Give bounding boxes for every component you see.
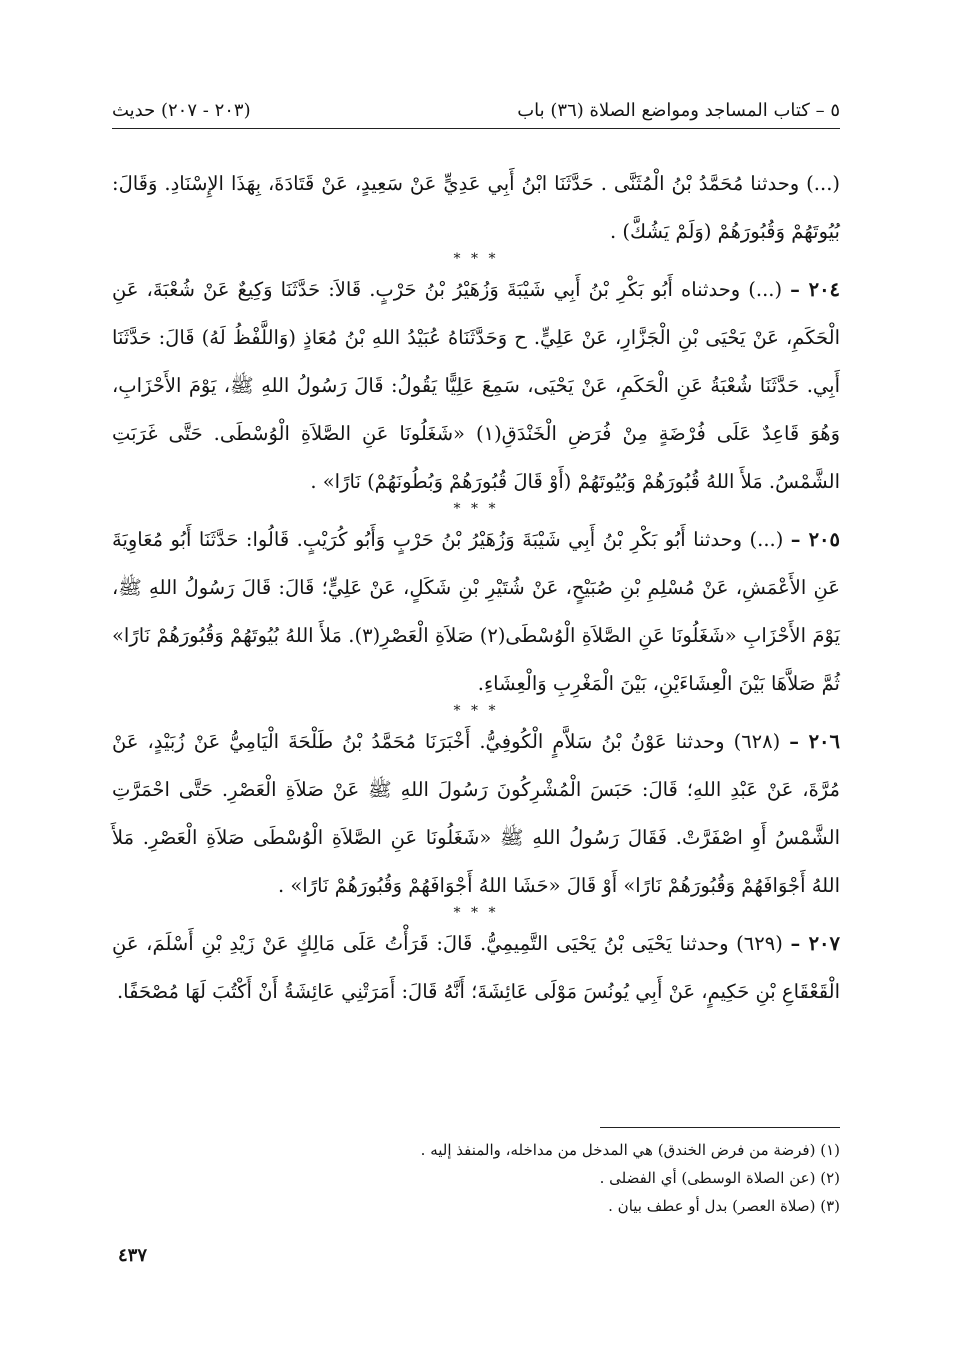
footnote-1: (١) (فرضة من فرض الخندق) هي المدخل من مداخله، والمنفذ إليه . [420,1141,840,1159]
hadith-paragraph-204 [112,266,840,506]
paragraph-text: (٦٢٨) وحدثنا عَوْنُ بْنُ سَلاَّمٍ الْكُوفِيُّ. أَخْبَرَنَا مُحَمَّدُ بْنُ طَلْحَةَ الْيَامِيُّ عَنْ زُبَيْدٍ، عَنْ مُرَّةَ، عَنْ عَبْدِ اللهِ؛ قَالَ: حَبَسَ الْمُشْرِكُونَ رَسُولَ اللهِ ﷺ عَنْ صَلاَةِ الْعَصْرِ. حَتَّى احْمَرَّتِ الشَّمْسُ أَوِ اصْفَرَّتْ. فَقَالَ رَسُولُ اللهِ ﷺ «شَغَلُونَا عَنِ الصَّلاَةِ الْوُسْطَى صَلاَةِ الْعَصْرِ. مَلأَ اللهُ أَجْوَافَهُمْ وَقُبُورَهُمْ نَارًا» أَوْ قَالَ «حَشَا اللهُ أَجْوَافَهُمْ وَقُبُورَهُمْ نَارًا» . [112,730,840,897]
paragraph-continuation [112,160,840,256]
paragraph-text: (...) وحدثنا أَبُو بَكْرِ بْنُ أَبِي شَيْبَةَ وَزُهَيْرُ بْنُ حَرْبٍ وَأَبُو كُرَيْبٍ. قَالُوا: حَدَّثَنَا أَبُو مُعَاوِيَةَ عَنِ الأَعْمَشِ، عَنْ مُسْلِمِ بْنِ صُبَيْحٍ، عَنْ شُتَيْرِ بْنِ شَكَلٍ، عَنْ عَلِيٍّ؛ قَالَ: قَالَ رَسُولُ اللهِ ﷺ، يَوْمَ الأَحْزَابِ «شَغَلُونَا عَنِ الصَّلاَةِ الْوُسْطَى(٢) صَلاَةِ الْعَصْرِ(٣). مَلأَ اللهُ بُيُوتَهُمْ وَقُبُورَهُمْ نَارًا» ثُمَّ صَلاَّهَا بَيْنَ الْعِشَاءَيْنِ، بَيْنَ الْمَغْرِبِ وَالْعِشَاءِ. [112,528,841,695]
page-number: ٤٣٧ [118,1245,148,1266]
paragraph-text: (...) وحدثنا مُحَمَّدُ بْنُ الْمُثَنَّى . حَدَّثَنَا ابْنُ أَبِي عَدِيٍّ عَنْ سَعِيدٍ، عَنْ قَتَادَةَ، بِهَذَا الإِسْنَادِ. وَقَالَ: بُيُوتَهُمْ وَقُبُورَهُمْ (وَلَمْ يَشُكَّ) . [112,172,840,243]
hadith-paragraph-207 [112,920,840,1016]
header-rule [112,128,840,129]
hadith-paragraph-205 [112,516,840,708]
section-separator: * * * [453,501,499,517]
footnote-rule [600,1127,840,1128]
section-separator: * * * [453,905,499,921]
section-separator: * * * [453,251,499,267]
running-header [112,92,840,130]
hadith-number: ٢٠٦ – [789,730,840,753]
paragraph-text: (...) وحدثناه أَبُو بَكْرِ بْنُ أَبِي شَيْبَةَ وَزُهَيْرُ بْنُ حَرْبٍ. قَالاَ: حَدَّثَنَا وَكِيعٌ عَنْ شُعْبَةَ، عَنِ الْحَكَمِ، عَنْ يَحْيَى بْنِ الْجَزَّارِ، عَنْ عَلِيٍّ. ح وَحَدَّثَنَاهُ عُبَيْدُ اللهِ بْنُ مُعَاذٍ (وَاللَّفْظُ لَهُ) قَالَ: حَدَّثَنَا أَبِي. حَدَّثَنَا شُعْبَةُ عَنِ الْحَكَمِ، عَنْ يَحْيَى، سَمِعَ عَلِيًّا يَقُولُ: قَالَ رَسُولُ اللهِ ﷺ، يَوْمَ الأَحْزَابِ، وَهُوَ قَاعِدٌ عَلَى فُرْضَةٍ مِنْ فُرَضِ الْخَنْدَقِ(١) «شَغَلُونَا عَنِ الصَّلاَةِ الْوُسْطَى. حَتَّى غَرَبَتِ الشَّمْسُ. مَلأَ اللهُ قُبُورَهُمْ وَبُيُوتَهُمْ (أَوْ قَالَ قُبُورَهُمْ وَبُطُونَهُمْ) نَارًا» . [112,278,840,493]
hadith-number: ٢٠٥ – [790,528,840,551]
footnotes [112,1127,840,1220]
section-separator: * * * [453,703,499,719]
footnote-3: (٣) (صلاة العصر) بدل أو عطف بيان . [608,1197,840,1215]
header-hadith-range: (٢٠٣ - ٢٠٧) حديث [112,100,251,121]
footnote-2: (٢) (عن الصلاة الوسطى) أي الفضلى . [599,1169,840,1187]
hadith-paragraph-206 [112,718,840,910]
main-text [112,160,840,1016]
hadith-number: ٢٠٤ – [790,278,841,301]
paragraph-text: (٦٢٩) وحدثنا يَحْيَى بْنُ يَحْيَى التَّمِيمِيُّ. قَالَ: قَرَأْتُ عَلَى مَالِكٍ عَنْ زَيْدِ بْنِ أَسْلَمَ، عَنِ الْقَعْقَاعِ بْنِ حَكِيمٍ، عَنْ أَبِي يُونُسَ مَوْلَى عَائِشَةَ؛ أَنَّهُ قَالَ: أَمَرَتْنِي عَائِشَةُ أَنْ أَكْتُبَ لَهَا مُصْحَفًا. [112,932,840,1003]
hadith-number: ٢٠٧ – [790,932,840,955]
header-chapter-title: ٥ – كتاب المساجد ومواضع الصلاة (٣٦) باب [517,100,840,121]
